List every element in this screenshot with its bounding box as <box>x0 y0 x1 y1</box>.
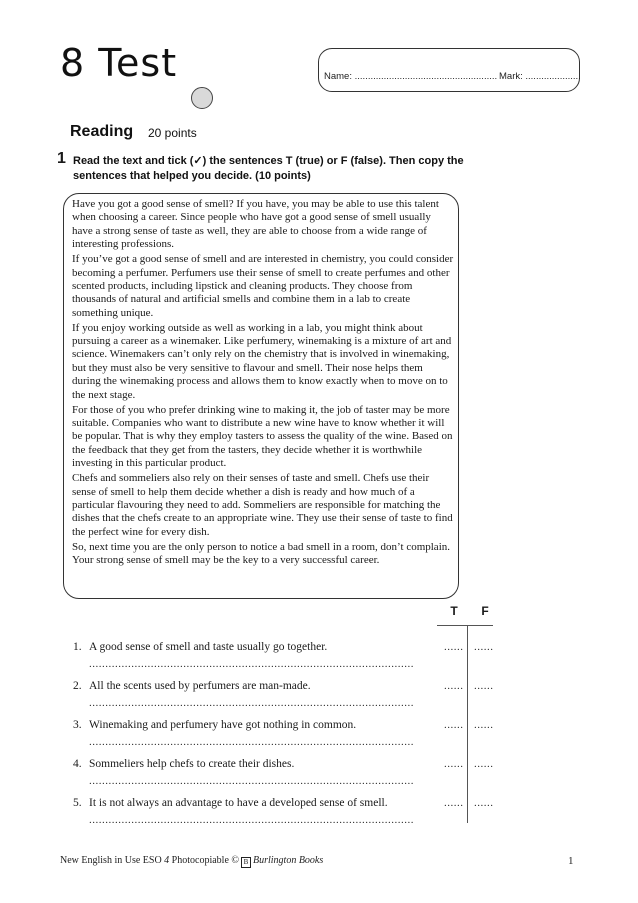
statement-number: 2. <box>73 680 82 692</box>
mark-field[interactable]: Mark: ..................... <box>499 71 581 82</box>
test-title: 8 Test <box>60 41 178 85</box>
true-tick-slot[interactable]: ...... <box>444 719 464 731</box>
passage-paragraph: So, next time you are the only person to notice a bad smell in a room, don’t complain. Your strong sense of smell may be the key to a very successful career. <box>72 540 450 567</box>
task-instruction: Read the text and tick (✓) the sentences T (true) or F (false). Then copy the sentences that helped you decide. (10 points) <box>73 155 464 182</box>
passage-paragraph: Have you got a good sense of smell? If you have, you may be able to use this talent when choosing a career. Since people who have got a good sense of smell usually have a strong sense of taste as well, they are able to choose from a wide range of interesting professions. <box>72 198 439 251</box>
statement-2 <box>73 679 433 693</box>
passage-paragraph: If you’ve got a good sense of smell and are interested in chemistry, you could consider becoming a perfumer. Perfumers use their sense of smell to create perfumes and other scented products, including lipstick and cleaning products. They choose from thousands of natural and artificial smells and combine them in a lab to create something unique. <box>72 253 454 319</box>
statement-text: All the scents used by perfumers are man-made. <box>89 680 311 692</box>
false-tick-slot[interactable]: ...... <box>474 641 494 653</box>
footer-level: 4 <box>164 855 170 866</box>
statement-number: 3. <box>73 719 82 731</box>
footer-photocopiable: Photocopiable © <box>171 855 239 866</box>
statement-number: 5. <box>73 797 82 809</box>
statement-number: 4. <box>73 758 82 770</box>
section-title: Reading <box>70 123 134 140</box>
footer-publisher: Burlington Books <box>252 855 324 866</box>
false-tick-slot[interactable]: ...... <box>474 797 494 809</box>
decorative-circle <box>191 87 213 109</box>
footer <box>60 855 323 868</box>
name-mark-box <box>318 48 580 92</box>
passage-paragraph: For those of you who prefer drinking wine to making it, the job of taster may be more suitable. Companies who want to distribute a new wine have to know whether it will be popular. That is why they employ tasters to assess the quality of the wine. Based on the feedback that they get from the tasters, they decide whether it is worthwhile investing in this particular product. <box>72 403 453 470</box>
statement-5 <box>73 796 443 810</box>
answer-line[interactable]: .................................................................................................... <box>89 697 414 709</box>
answer-line[interactable]: .................................................................................................... <box>89 775 414 787</box>
passage-paragraph: If you enjoy working outside as well as working in a lab, you might think about pursuing a career as a winemaker. Like perfumery, winemaking is a mixture of art and science. Winemakers can’t only rely on the chemistry that is involved in winemaking, but they must also be very sensitive to flavour and smell. Their nose helps them during the winemaking process and allows them to know exactly when to move on to the next stage. <box>72 321 452 401</box>
answer-line[interactable]: .................................................................................................... <box>89 658 414 670</box>
answer-line[interactable]: .................................................................................................... <box>89 814 414 826</box>
false-tick-slot[interactable]: ...... <box>474 719 494 731</box>
column-divider-horizontal <box>437 625 493 626</box>
true-column-header: T <box>450 604 458 618</box>
footer-book-title: New English in Use ESO <box>60 855 162 866</box>
section-points: 20 points <box>148 126 197 140</box>
publisher-logo-icon: B <box>241 857 251 868</box>
true-tick-slot[interactable]: ...... <box>444 641 464 653</box>
statement-text: Sommeliers help chefs to create their dishes. <box>89 758 295 770</box>
name-field[interactable]: Name: ...................................................... <box>324 71 498 82</box>
false-tick-slot[interactable]: ...... <box>474 680 494 692</box>
statement-text: A good sense of smell and taste usually go together. <box>89 641 328 653</box>
true-tick-slot[interactable]: ...... <box>444 797 464 809</box>
true-tick-slot[interactable]: ...... <box>444 758 464 770</box>
passage-paragraph: Chefs and sommeliers also rely on their senses of taste and smell. Chefs use their sense of smell to help them decide whether a dish is ready and how much of a particular flavouring they need to add. Sommeliers are responsible for matching the dishes that the chefs create to an appropriate wine. They use their sense of taste to find the perfect wine for every dish. <box>72 472 453 538</box>
answer-line[interactable]: .................................................................................................... <box>89 736 414 748</box>
true-tick-slot[interactable]: ...... <box>444 680 464 692</box>
statement-text: Winemaking and perfumery have got nothing in common. <box>89 719 357 731</box>
statement-1 <box>73 640 433 654</box>
reading-passage <box>72 198 454 569</box>
task-number: 1 <box>57 150 66 167</box>
statement-3 <box>73 718 433 732</box>
false-tick-slot[interactable]: ...... <box>474 758 494 770</box>
statement-number: 1. <box>73 641 82 653</box>
statement-4 <box>73 757 433 771</box>
statement-text: It is not always an advantage to have a developed sense of smell. <box>89 797 388 809</box>
page-number: 1 <box>568 855 574 867</box>
false-column-header: F <box>481 604 489 618</box>
column-divider-vertical <box>467 625 468 823</box>
